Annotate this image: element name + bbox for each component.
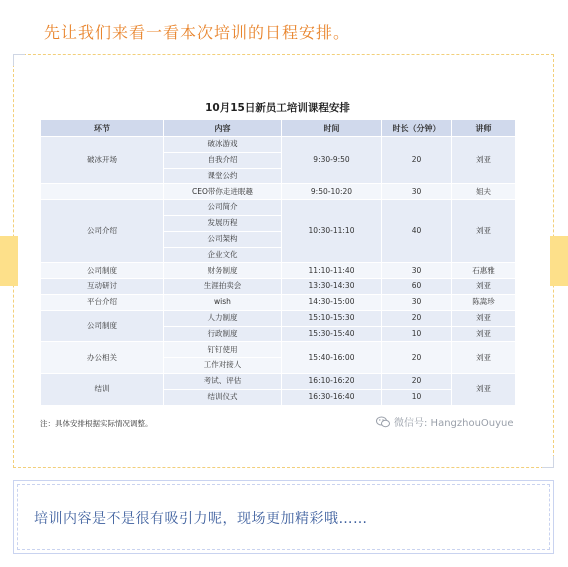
content-cell: 公司简介 bbox=[164, 200, 282, 216]
duration-cell: 20 bbox=[382, 310, 452, 326]
lecturer-cell: 刘亚 bbox=[452, 137, 516, 184]
lecturer-cell: 刘亚 bbox=[452, 310, 516, 326]
lecturer-cell: 刘亚 bbox=[452, 279, 516, 295]
frame-corner-top-left bbox=[13, 54, 25, 66]
content-cell: 钉钉使用 bbox=[164, 342, 282, 358]
table-row bbox=[41, 310, 516, 326]
header-duration: 时长（分钟） bbox=[382, 120, 452, 137]
content-cell: 公司架构 bbox=[164, 231, 282, 247]
time-cell: 15:10-15:30 bbox=[282, 310, 382, 326]
table-row bbox=[41, 200, 516, 216]
duration-cell: 30 bbox=[382, 263, 452, 279]
intro-text: 先让我们来看一看本次培训的日程安排。 bbox=[44, 23, 351, 42]
schedule-title: 10月15日新员工培训课程安排 bbox=[205, 102, 350, 114]
session-cell: 公司制度 bbox=[41, 263, 164, 279]
table-row bbox=[41, 342, 516, 358]
time-cell: 9:30-9:50 bbox=[282, 137, 382, 184]
time-cell: 14:30-15:00 bbox=[282, 294, 382, 310]
table-row bbox=[41, 137, 516, 153]
table-row bbox=[41, 373, 516, 389]
table-row bbox=[41, 263, 516, 279]
time-cell: 15:40-16:00 bbox=[282, 342, 382, 374]
table-row bbox=[41, 279, 516, 295]
schedule-header-row bbox=[41, 120, 516, 137]
content-cell: 考试、评估 bbox=[164, 373, 282, 389]
schedule-note: 注：具体安排根据实际情况调整。 bbox=[40, 419, 153, 428]
duration-cell: 40 bbox=[382, 200, 452, 263]
duration-cell: 30 bbox=[382, 294, 452, 310]
header-content: 内容 bbox=[164, 120, 282, 137]
header-session: 环节 bbox=[41, 120, 164, 137]
lecturer-cell: 陈嵩珍 bbox=[452, 294, 516, 310]
time-cell: 10:30-11:10 bbox=[282, 200, 382, 263]
schedule-table bbox=[40, 119, 516, 406]
lecturer-cell: 姐夫 bbox=[452, 184, 516, 200]
session-cell: 办公相关 bbox=[41, 342, 164, 374]
content-cell: 自我介绍 bbox=[164, 152, 282, 168]
content-cell: 人力制度 bbox=[164, 310, 282, 326]
session-cell: 公司介绍 bbox=[41, 200, 164, 263]
table-row bbox=[41, 184, 516, 200]
lecturer-cell: 刘亚 bbox=[452, 373, 516, 405]
lecturer-cell: 刘亚 bbox=[452, 326, 516, 342]
duration-cell: 20 bbox=[382, 342, 452, 374]
content-cell: 行政制度 bbox=[164, 326, 282, 342]
content-cell: CEO带你走进眠趣 bbox=[164, 184, 282, 200]
session-cell: 互动研讨 bbox=[41, 279, 164, 295]
content-cell: wish bbox=[164, 294, 282, 310]
time-cell: 9:50-10:20 bbox=[282, 184, 382, 200]
time-cell: 16:30-16:40 bbox=[282, 389, 382, 405]
bottom-callout-text: 培训内容是不是很有吸引力呢，现场更加精彩哦…… bbox=[34, 511, 368, 527]
duration-cell: 20 bbox=[382, 373, 452, 389]
wechat-watermark bbox=[376, 414, 514, 429]
content-cell: 企业文化 bbox=[164, 247, 282, 263]
lecturer-cell: 石惠雅 bbox=[452, 263, 516, 279]
time-cell: 13:30-14:30 bbox=[282, 279, 382, 295]
lecturer-cell: 刘亚 bbox=[452, 200, 516, 263]
header-lecturer: 讲师 bbox=[452, 120, 516, 137]
time-cell: 15:30-15:40 bbox=[282, 326, 382, 342]
duration-cell: 10 bbox=[382, 389, 452, 405]
wechat-label: 微信号: HangzhouOuyue bbox=[394, 418, 514, 429]
table-row bbox=[41, 294, 516, 310]
time-cell: 16:10-16:20 bbox=[282, 373, 382, 389]
content-cell: 发展历程 bbox=[164, 215, 282, 231]
session-cell: 平台介绍 bbox=[41, 294, 164, 310]
content-cell: 结训仪式 bbox=[164, 389, 282, 405]
session-cell: 公司制度 bbox=[41, 310, 164, 342]
duration-cell: 10 bbox=[382, 326, 452, 342]
content-cell: 财务制度 bbox=[164, 263, 282, 279]
content-cell: 工作对接人 bbox=[164, 358, 282, 374]
lecturer-cell: 刘亚 bbox=[452, 342, 516, 374]
session-cell: 破冰开场 bbox=[41, 137, 164, 184]
wechat-icon bbox=[376, 416, 390, 428]
duration-cell: 30 bbox=[382, 184, 452, 200]
content-cell: 生涯拍卖会 bbox=[164, 279, 282, 295]
frame-corner-bottom-right bbox=[542, 456, 554, 468]
duration-cell: 60 bbox=[382, 279, 452, 295]
content-cell: 破冰游戏 bbox=[164, 137, 282, 153]
duration-cell: 20 bbox=[382, 137, 452, 184]
session-cell bbox=[41, 184, 164, 200]
header-time: 时间 bbox=[282, 120, 382, 137]
session-cell: 结训 bbox=[41, 373, 164, 405]
content-cell: 课堂公约 bbox=[164, 168, 282, 184]
time-cell: 11:10-11:40 bbox=[282, 263, 382, 279]
